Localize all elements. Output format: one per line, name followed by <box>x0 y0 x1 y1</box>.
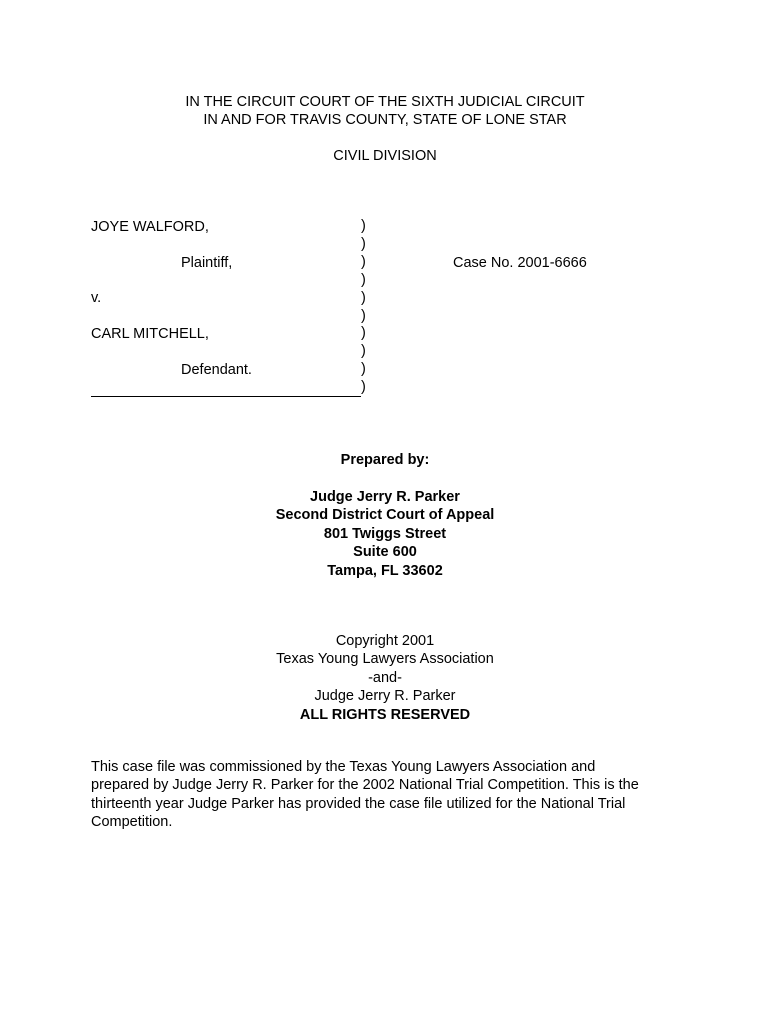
paragraph-line: Competition. <box>91 814 173 831</box>
preparer-street: 801 Twiggs Street <box>323 525 447 542</box>
court-name-line-2: IN AND FOR TRAVIS COUNTY, STATE OF LONE STAR <box>203 112 567 128</box>
paragraph-line: thirteenth year Judge Parker has provided the case file utilized for the National Trial <box>91 795 626 812</box>
division-title: CIVIL DIVISION <box>333 148 437 164</box>
paragraph-line: prepared by Judge Jerry R. Parker for the 2002 National Trial Competition. This is the <box>91 777 639 794</box>
case-number: Case No. 2001-6666 <box>453 255 587 271</box>
description-paragraph <box>91 758 691 832</box>
paren: ) <box>361 307 366 324</box>
defendant-name: CARL MITCHELL, <box>91 326 209 342</box>
caption-underline <box>91 396 361 397</box>
paren: ) <box>361 343 366 360</box>
preparer-city: Tampa, FL 33602 <box>327 562 443 579</box>
preparer-court: Second District Court of Appeal <box>275 507 495 524</box>
paren: ) <box>361 361 366 378</box>
plaintiff-role: Plaintiff, <box>181 255 233 271</box>
rights-reserved: ALL RIGHTS RESERVED <box>299 706 471 723</box>
paren: ) <box>361 379 366 396</box>
paren: ) <box>361 271 366 288</box>
copyright-block <box>0 632 770 724</box>
paragraph-line: This case file was commissioned by the Texas Young Lawyers Association and <box>91 759 596 775</box>
copyright-and: -and- <box>368 669 402 686</box>
court-name-line-1: IN THE CIRCUIT COURT OF THE SIXTH JUDICIAL CIRCUIT <box>185 94 585 110</box>
copyright-holder-2: Judge Jerry R. Parker <box>314 688 456 705</box>
preparer-name: Judge Jerry R. Parker <box>310 489 460 505</box>
plaintiff-name: JOYE WALFORD, <box>91 219 209 235</box>
paren: ) <box>361 218 366 234</box>
prepared-by-label: Prepared by: <box>340 452 430 468</box>
paren: ) <box>361 325 366 342</box>
paren: ) <box>361 253 366 270</box>
copyright-year: Copyright 2001 <box>335 633 435 649</box>
caption-parentheses <box>361 218 366 397</box>
preparer-suite: Suite 600 <box>353 544 417 561</box>
prepared-by-block <box>0 488 770 580</box>
copyright-holder-1: Texas Young Lawyers Association <box>276 651 494 668</box>
versus-label: v. <box>91 290 102 306</box>
paren: ) <box>361 289 366 306</box>
paren: ) <box>361 235 366 252</box>
defendant-role: Defendant. <box>181 362 252 378</box>
